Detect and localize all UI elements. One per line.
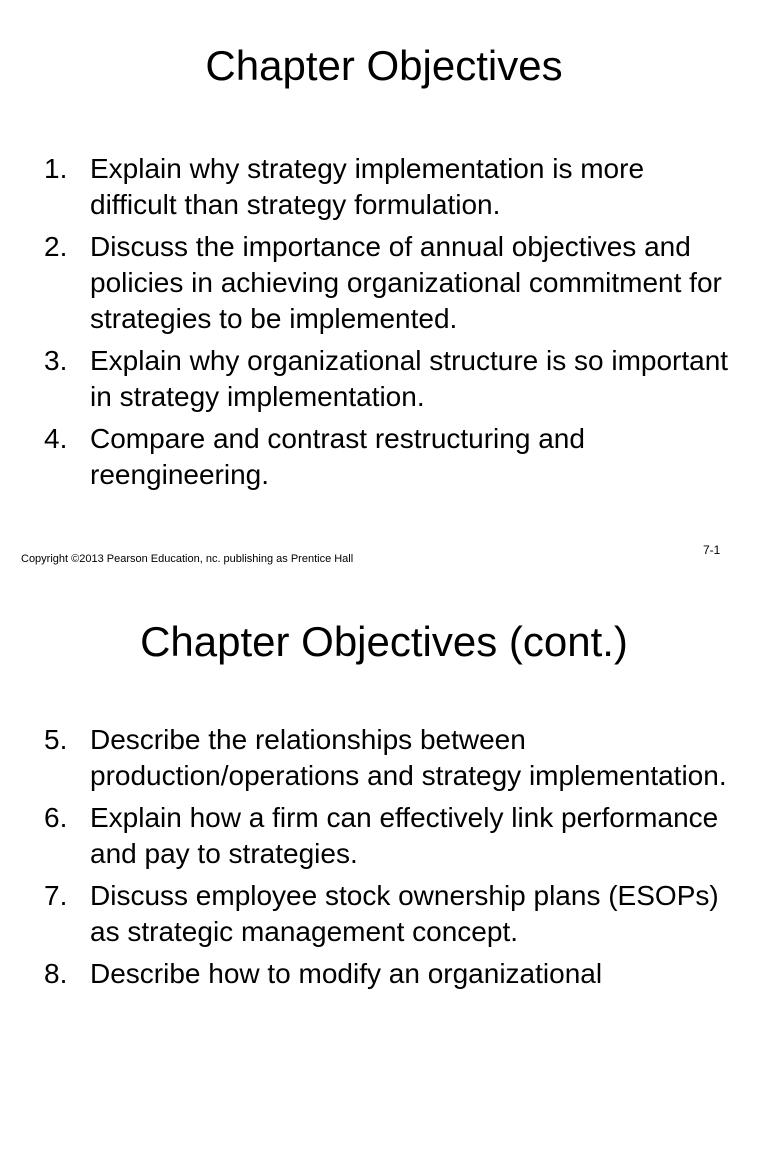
objective-number: 6.	[44, 802, 68, 833]
objective-text: Explain why strategy implementation is more difficult than strategy formulation.	[90, 153, 645, 220]
slide-title: Chapter Objectives (cont.)	[140, 618, 628, 665]
list-item	[44, 343, 734, 415]
objectives-list	[44, 151, 734, 499]
objective-text: Discuss the importance of annual objectives and policies in achieving organizational commitment for strategies to be implemented.	[90, 231, 722, 334]
copyright-notice: Copyright ©2013 Pearson Education, nc. publishing as Prentice Hall	[21, 553, 354, 565]
objective-number: 4.	[44, 423, 68, 454]
list-item	[44, 421, 734, 493]
objective-text: Explain why organizational structure is so important in strategy implementation.	[90, 345, 729, 412]
objective-number: 8.	[44, 958, 68, 989]
objective-text: Compare and contrast restructuring and reengineering.	[90, 423, 585, 490]
list-item	[44, 878, 734, 950]
objective-number: 1.	[44, 153, 68, 184]
list-item	[44, 722, 734, 794]
objectives-list	[44, 722, 734, 998]
slide-2	[0, 576, 768, 1152]
objective-number: 2.	[44, 231, 68, 262]
list-item	[44, 800, 734, 872]
objective-text: Describe how to modify an organizational	[90, 958, 603, 989]
list-item	[44, 229, 734, 337]
slide-number: 7-1	[703, 543, 721, 557]
objective-text: Describe the relationships between production/operations and strategy implementation.	[90, 724, 727, 791]
objective-text: Discuss employee stock ownership plans (ESOPs) as strategic management concept.	[90, 880, 719, 947]
objective-number: 5.	[44, 724, 68, 755]
objective-number: 3.	[44, 345, 68, 376]
objective-text: Explain how a firm can effectively link performance and pay to strategies.	[90, 802, 719, 869]
list-item	[44, 151, 734, 223]
slide-title: Chapter Objectives	[205, 42, 563, 89]
list-item	[44, 956, 734, 992]
objective-number: 7.	[44, 880, 68, 911]
